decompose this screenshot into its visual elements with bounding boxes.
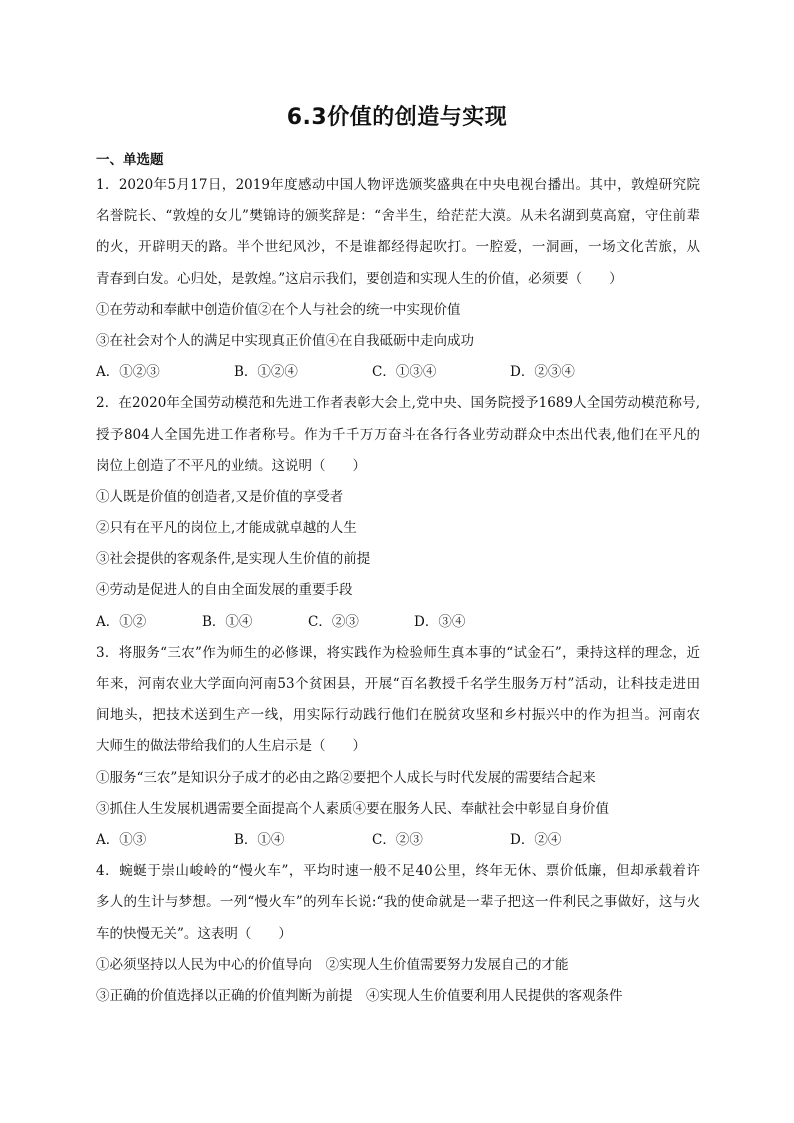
question-1 — [96, 170, 700, 388]
q3-stem-line: 间地头，把技术送到生产一线，用实际行动践行他们在脱贫攻坚和乡村振兴中的作为担当。河南农 — [96, 707, 700, 724]
question-2 — [96, 388, 700, 638]
q1-stem-line: 的火，开辟明天的路。半个世纪风沙，不是谁都经得起吹打。一腔爱，一洞画，一场文化苦旅，从 — [96, 239, 700, 256]
question-list — [96, 170, 700, 1012]
question-4 — [96, 856, 700, 1012]
q3-stem-line: 大师生的做法带给我们的人生启示是（ ） — [96, 738, 366, 755]
q1-stem-line: 青春到白发。心归处，是敦煌。”这启示我们，要创造和实现人生的价值，必须要（ ） — [96, 270, 623, 287]
q2-statement: ②只有在平凡的岗位上,才能成就卓越的人生 — [96, 520, 357, 537]
q1-option-c: C．①③④ — [372, 364, 437, 381]
q3-option-a: A．①③ — [96, 831, 147, 848]
q2-stem-line: 2．在2020年全国劳动模范和先进工作者表彰大会上,党中央、国务院授予1689人全国劳动模范称号, — [96, 395, 700, 412]
q1-options — [96, 357, 700, 388]
section-heading: 一、单选题 — [96, 152, 164, 168]
q3-stem-line: 3．将服务“三农”作为师生的必修课，将实践作为检验师生真本事的“试金石”，秉持这样的理念，近 — [96, 644, 700, 661]
q1-option-b: B．①②④ — [234, 364, 298, 381]
q1-stem-line: 1．2020年5月17日，2019年度感动中国人物评选颁奖盛典在中央电视台播出。其中，敦煌研究院 — [96, 177, 700, 193]
q2-option-a: A．①② — [96, 613, 147, 630]
q4-statement: ③正确的价值选择以正确的价值判断为前提 ④实现人生价值要利用人民提供的客观条件 — [96, 987, 623, 1004]
q1-option-a: A．①②③ — [96, 364, 160, 381]
q3-option-b: B．①④ — [234, 831, 285, 848]
q4-stem-line: 车的快慢无关”。这表明（ ） — [96, 925, 292, 942]
q4-statement: ①必须坚持以人民为中心的价值导向 ②实现人生价值需要努力发展自己的才能 — [96, 956, 569, 973]
q1-statement: ③在社会对个人的满足中实现真正价值④在自我砥砺中走向成功 — [96, 332, 474, 349]
q3-options — [96, 825, 700, 856]
q2-stem-line: 岗位上创造了不平凡的业绩。这说明（ ） — [96, 457, 366, 474]
page-title: 6.3价值的创造与实现 — [286, 105, 508, 130]
q1-statement: ①在劳动和奉献中创造价值②在个人与社会的统一中实现价值 — [96, 301, 461, 318]
q4-stem-line: 4．蜿蜒于崇山峻岭的“慢火车”，平均时速一般不足40公里，终年无休、票价低廉，但却承载着许 — [96, 863, 700, 880]
q2-statement: ①人既是价值的创造者,又是价值的享受者 — [96, 488, 344, 505]
q1-stem-line: 名誉院长、“敦煌的女儿”樊锦诗的颁奖辞是：“舍半生，给茫茫大漠。从未名湖到莫高窟，守住前辈 — [96, 208, 700, 225]
q4-stem-line: 多人的生计与梦想。一列“慢火车”的列车长说:“我的使命就是一辈子把这一件利民之事做好，这与火 — [96, 894, 700, 911]
q2-option-b: B．①④ — [202, 613, 253, 630]
q1-option-d: D．②③④ — [510, 364, 575, 381]
q3-option-c: C．②③ — [372, 831, 423, 848]
q2-options — [96, 607, 700, 638]
question-3 — [96, 638, 700, 856]
q3-option-d: D．②④ — [510, 831, 562, 848]
q3-stem-line: 年来，河南农业大学面向河南53个贫困县，开展“百名教授千名学生服务万村”活动，让科技走进田 — [96, 676, 700, 692]
q2-option-d: D．③④ — [414, 613, 466, 630]
q3-statement: ①服务“三农”是知识分子成才的必由之路②要把个人成长与时代发展的需要结合起来 — [96, 769, 596, 786]
q2-statement: ④劳动是促进人的自由全面发展的重要手段 — [96, 582, 353, 599]
q2-stem-line: 授予804人全国先进工作者称号。作为千千万万奋斗在各行各业劳动群众中杰出代表,他们在平凡的 — [96, 426, 700, 443]
q3-statement: ③抓住人生发展机遇需要全面提高个人素质④要在服务人民、奉献社会中彰显自身价值 — [96, 800, 609, 817]
q2-option-c: C．②③ — [308, 613, 359, 630]
q2-statement: ③社会提供的客观条件,是实现人生价值的前提 — [96, 551, 371, 568]
